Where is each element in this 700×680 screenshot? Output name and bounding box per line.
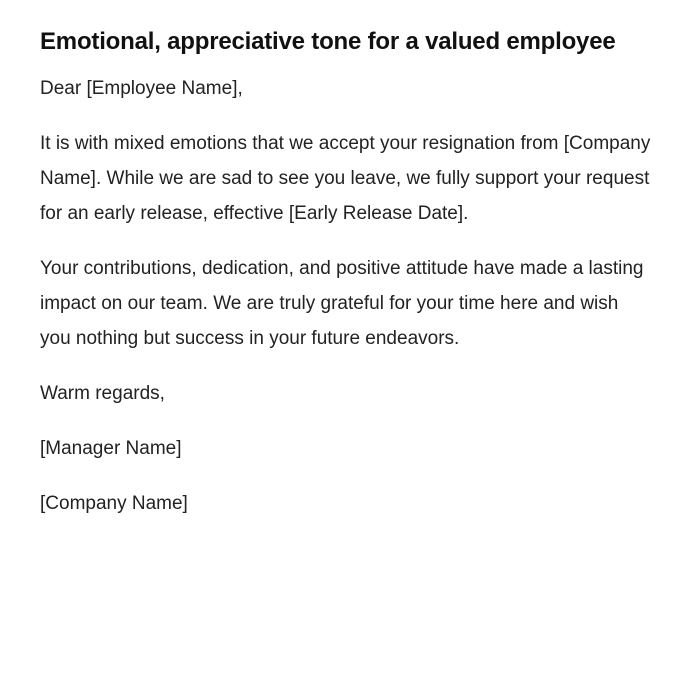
letter-document <box>40 20 652 541</box>
letter-title: Emotional, appreciative tone for a valued employee <box>40 28 616 55</box>
body-paragraph-1: It is with mixed emotions that we accept your resignation from [Company Name]. While we are sad to see you leave, we fully support your request for an early release, effective [Early Release Date]. <box>40 133 651 224</box>
signature-name: [Manager Name] <box>40 438 182 459</box>
signature-company: [Company Name] <box>40 493 188 514</box>
salutation: Dear [Employee Name], <box>40 78 243 99</box>
closing-line: Warm regards, <box>40 383 165 404</box>
body-paragraph-2: Your contributions, dedication, and positive attitude have made a lasting impact on our team. We are truly grateful for your time here and wish you nothing but success in your future endeavors. <box>40 258 644 349</box>
